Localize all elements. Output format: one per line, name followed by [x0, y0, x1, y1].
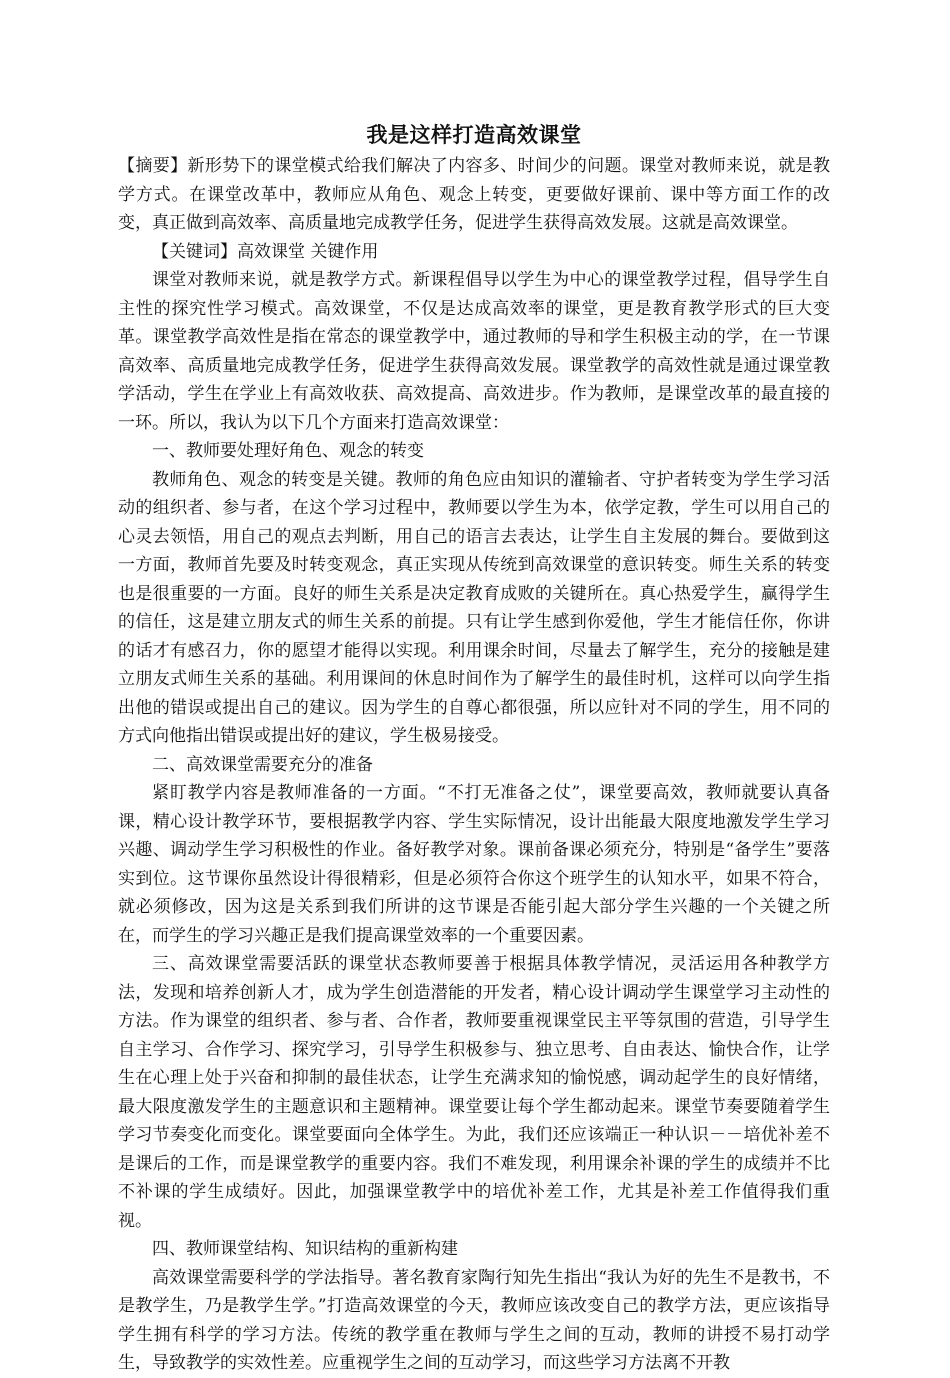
- section-heading: 二、高效课堂需要充分的准备: [152, 754, 373, 775]
- body-paragraph: 紧盯教学内容是教师准备的一方面。“不打无准备之仗”，课堂要高效，教师就要认真备课，精心设计教学环节，要根据教学内容、学生实际情况，设计出能最大限度地激发学生学习兴趣、调动学生学习积极性的作业。备好教学对象。课前备课必须充分，特别是“备学生”要落实到位。这节课你虽然设计得很精彩，但是必须符合你这个班学生的认知水平，如果不符合，就必须修改，因为这是关系到我们所讲的这节课是否能引起大部分学生兴趣的一个关键之所在，而学生的学习兴趣正是我们提高课堂效率的一个重要因素。: [118, 783, 830, 946]
- keywords-paragraph: 【关键词】高效课堂 关键作用: [152, 241, 379, 262]
- document-body: [118, 118, 830, 1378]
- body-paragraph: 教师角色、观念的转变是关键。教师的角色应由知识的灌输者、守护者转变为学生学习活动的组织者、参与者，在这个学习过程中，教师要以学生为本，依学定教，学生可以用自己的心灵去领悟，用自己的观点去判断，用自己的语言去表达，让学生自主发展的舞台。要做到这一方面，教师首先要及时转变观念，真正实现从传统到高效课堂的意识转变。师生关系的转变也是很重要的一方面。良好的师生关系是决定教育成败的关键所在。真心热爱学生，赢得学生的信任，这是建立朋友式的师生关系的前提。只有让学生感到你爱他，学生才能信任你，你讲的话才有感召力，你的愿望才能得以实现。利用课余时间，尽量去了解学生，充分的接触是建立朋友式师生关系的基础。利用课间的休息时间作为了解学生的最佳时机，这样可以向学生指出他的错误或提出自己的建议。因为学生的自尊心都很强，所以应针对不同的学生，用不同的方式向他指出错误或提出好的建议，学生极易接受。: [118, 469, 830, 746]
- section-heading: 四、教师课堂结构、知识结构的重新构建: [152, 1239, 458, 1259]
- body-paragraph: 课堂对教师来说，就是教学方式。新课程倡导以学生为中心的课堂教学过程，倡导学生自主性的探究性学习模式。高效课堂，不仅是达成高效率的课堂，更是教育教学形式的巨大变革。课堂教学高效性是指在常态的课堂教学中，通过教师的导和学生积极主动的学，在一节课高效率、高质量地完成教学任务，促进学生获得高效发展。课堂教学的高效性就是通过课堂教学活动，学生在学业上有高效收获、高效提高、高效进步。作为教师，是课堂改革的最直接的一环。所以，我认为以下几个方面来打造高效课堂：: [118, 270, 830, 433]
- body-paragraph: 高效课堂需要科学的学法指导。著名教育家陶行知先生指出“我认为好的先生不是教书，不是教学生，乃是教学生学。”打造高效课堂的今天，教师应该改变自己的教学方法，更应该指导学生拥有科学的学习方法。传统的教学重在教师与学生之间的互动，教师的讲授不易打动学生，导致教学的实效性差。应重视学生之间的互动学习，而这些学习方法离不开教: [118, 1267, 830, 1373]
- section-heading: 一、教师要处理好角色、观念的转变: [152, 441, 424, 461]
- body-paragraph: 三、高效课堂需要活跃的课堂状态教师要善于根据具体教学情况，灵活运用各种教学方法，发现和培养创新人才，成为学生创造潜能的开发者，精心设计调动学生课堂学习主动性的方法。作为课堂的组织者、参与者、合作者，教师要重视课堂民主平等氛围的营造，引导学生自主学习、合作学习、探究学习，引导学生积极参与、独立思考、自由表达、愉快合作，让学生在心理上处于兴奋和抑制的最佳状态，让学生充满求知的愉悦感，调动起学生的良好情绪，最大限度激发学生的主题意识和主题精神。课堂要让每个学生都动起来。课堂节奏要随着学生学习节奏变化而变化。课堂要面向全体学生。为此，我们还应该端正一种认识－－培优补差不是课后的工作，而是课堂教学的重要内容。我们不难发现，利用课余补课的学生的成绩并不比不补课的学生成绩好。因此，加强课堂教学中的培优补差工作，尤其是补差工作值得我们重视。: [118, 954, 830, 1231]
- document-title: 我是这样打造高效课堂: [366, 122, 582, 147]
- abstract-paragraph: 【摘要】新形势下的课堂模式给我们解决了内容多、时间少的问题。课堂对教师来说，就是教学方式。在课堂改革中，教师应从角色、观念上转变，更要做好课前、课中等方面工作的改变，真正做到高效率、高质量地完成教学任务，促进学生获得高效发展。这就是高效课堂。: [118, 156, 830, 233]
